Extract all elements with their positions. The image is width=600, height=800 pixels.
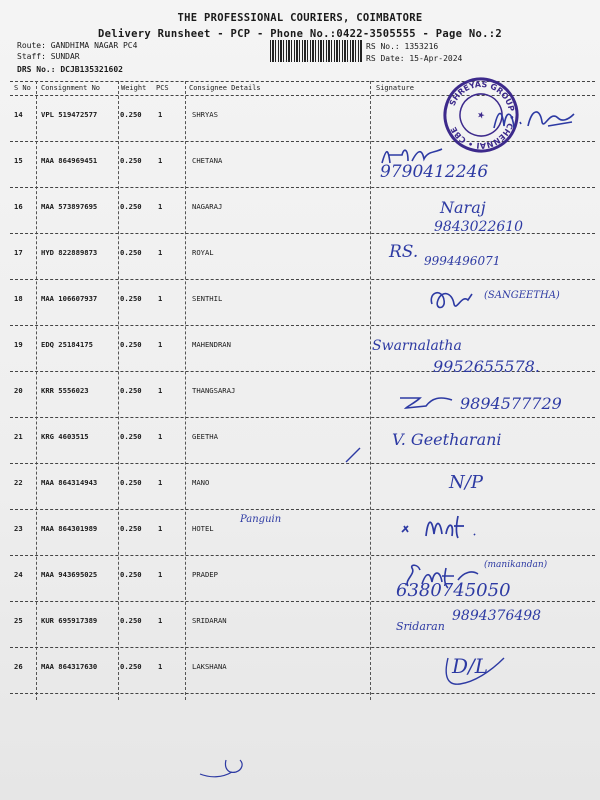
table-row: [0, 418, 600, 464]
row-sno: 22: [14, 478, 23, 487]
barcode: [270, 40, 362, 62]
row-separator: [10, 463, 595, 464]
row-pcs: 1: [158, 386, 163, 395]
row-sno: 17: [14, 248, 23, 257]
row-consignment: KUR 695917389: [41, 616, 98, 625]
col-header-signature: Signature: [376, 84, 414, 92]
row-consignment: KRG 4603515: [41, 432, 89, 441]
row-pcs: 1: [158, 524, 163, 533]
row-weight: 0.250: [120, 202, 142, 211]
row-consignment: KRR 5556023: [41, 386, 89, 395]
row-pcs: 1: [158, 570, 163, 579]
row-pcs: 1: [158, 662, 163, 671]
row-sno: 23: [14, 524, 23, 533]
col-header-consignment: Consignment No: [41, 84, 101, 92]
row-weight: 0.250: [120, 570, 142, 579]
row-separator: [10, 509, 595, 510]
row-separator: [10, 325, 595, 326]
row-weight: 0.250: [120, 340, 142, 349]
row-consignment: VPL 519472577: [41, 110, 98, 119]
row-consignee: HOTEL: [192, 524, 214, 533]
handwritten-signature: Swarnalatha: [372, 338, 462, 354]
handwritten-note: Panguin: [240, 514, 282, 525]
row-weight: 0.250: [120, 662, 142, 671]
col-header-weight: Weight: [121, 84, 147, 92]
row-consignment: MAA 106607937: [41, 294, 98, 303]
handwritten-signature: N/P: [449, 472, 483, 493]
handwritten-phone: 9894376498: [452, 608, 542, 624]
row-sno: 15: [14, 156, 23, 165]
row-consignee: THANGSARAJ: [192, 386, 236, 395]
row-consignment: MAA 864969451: [41, 156, 98, 165]
col-header-pcs: PCS: [156, 84, 169, 92]
handwritten-signature: V. Geetharani: [392, 430, 502, 449]
row-separator: [10, 555, 595, 556]
drs-number: DRS No.: DCJB135321602: [17, 65, 123, 74]
row-separator: [10, 601, 595, 602]
row-consignee: LAKSHANA: [192, 662, 227, 671]
row-sno: 14: [14, 110, 23, 119]
row-sno: 26: [14, 662, 23, 671]
col-header-sno: S No: [14, 84, 31, 92]
handwritten-signature: Sridaran: [396, 620, 445, 633]
row-pcs: 1: [158, 478, 163, 487]
handwritten-signature: RS.: [389, 242, 419, 262]
row-consignee: SHRYAS: [192, 110, 218, 119]
row-consignee: PRADEP: [192, 570, 218, 579]
row-separator: [10, 279, 595, 280]
row-separator: [10, 187, 595, 188]
signature-scribble: [426, 286, 486, 316]
rs-number: RS No.: 1353216: [366, 42, 439, 51]
handwritten-phone: 9952655578.: [433, 357, 540, 376]
row-separator: [10, 647, 595, 648]
row-consignee: ROYAL: [192, 248, 214, 257]
pen-mark: [196, 752, 256, 782]
row-consignment: MAA 573897695: [41, 202, 98, 211]
row-sno: 20: [14, 386, 23, 395]
handwritten-signature: D/L: [452, 654, 489, 678]
handwritten-signature: (manikandan): [484, 560, 548, 570]
row-weight: 0.250: [120, 110, 142, 119]
row-consignee: CHETANA: [192, 156, 223, 165]
stamp-text: SHREYAS GROUP • CHENNAI • CBE: [447, 79, 517, 151]
table-row: [0, 510, 600, 556]
row-weight: 0.250: [120, 294, 142, 303]
table-row: [0, 648, 600, 694]
company-title: THE PROFESSIONAL COURIERS, COIMBATORE: [177, 12, 423, 24]
signature-scribble: [440, 650, 510, 694]
svg-text:★: ★: [475, 109, 487, 122]
pen-mark: [344, 446, 364, 464]
row-pcs: 1: [158, 110, 163, 119]
row-consignment: EDQ 25184175: [41, 340, 93, 349]
handwritten-phone: 9790412246: [380, 162, 489, 182]
staff-info: Staff: SUNDAR: [17, 52, 80, 61]
runsheet-subtitle: Delivery Runsheet - PCP - Phone No.:0422-3505555 - Page No.:2: [98, 28, 502, 40]
row-sno: 21: [14, 432, 23, 441]
table-row: [0, 464, 600, 510]
row-weight: 0.250: [120, 616, 142, 625]
handwritten-signature: (SANGEETHA): [484, 290, 560, 301]
signature-scribble: [396, 390, 456, 414]
row-consignment: MAA 943695025: [41, 570, 98, 579]
row-consignee: SRIDARAN: [192, 616, 227, 625]
col-header-consignee: Consignee Details: [189, 84, 261, 92]
row-pcs: 1: [158, 340, 163, 349]
row-weight: 0.250: [120, 386, 142, 395]
row-weight: 0.250: [120, 156, 142, 165]
row-weight: 0.250: [120, 248, 142, 257]
row-weight: 0.250: [120, 524, 142, 533]
row-consignee: GEETHA: [192, 432, 218, 441]
row-consignee: MAHENDRAN: [192, 340, 231, 349]
row-weight: 0.250: [120, 478, 142, 487]
row-pcs: 1: [158, 432, 163, 441]
row-pcs: 1: [158, 616, 163, 625]
row-sno: 25: [14, 616, 23, 625]
row-consignment: MAA 864317630: [41, 662, 98, 671]
row-consignment: MAA 864301989: [41, 524, 98, 533]
row-pcs: 1: [158, 248, 163, 257]
signature-scribble: [488, 100, 588, 140]
row-pcs: 1: [158, 294, 163, 303]
signature-scribble: [396, 512, 486, 542]
row-pcs: 1: [158, 156, 163, 165]
route-info: Route: GANDHIMA NAGAR PC4: [17, 41, 138, 50]
handwritten-phone: 9843022610: [434, 219, 524, 235]
handwritten-phone: 9994496071: [424, 254, 501, 268]
row-consignment: HYD 822889873: [41, 248, 98, 257]
row-weight: 0.250: [120, 432, 142, 441]
row-separator: [10, 417, 595, 418]
row-sno: 18: [14, 294, 23, 303]
row-consignee: NAGARAJ: [192, 202, 223, 211]
rs-date: RS Date: 15-Apr-2024: [366, 54, 463, 63]
table-row: [0, 234, 600, 280]
row-sno: 16: [14, 202, 23, 211]
row-sno: 24: [14, 570, 23, 579]
row-consignee: MANO: [192, 478, 210, 487]
handwritten-phone: 9894577729: [460, 394, 562, 413]
handwritten-signature: Naraj: [440, 198, 486, 217]
row-consignee: SENTHIL: [192, 294, 223, 303]
row-consignment: MAA 864314943: [41, 478, 98, 487]
table-row: [0, 280, 600, 326]
row-pcs: 1: [158, 202, 163, 211]
handwritten-phone: 6380745050: [396, 580, 511, 601]
row-sno: 19: [14, 340, 23, 349]
